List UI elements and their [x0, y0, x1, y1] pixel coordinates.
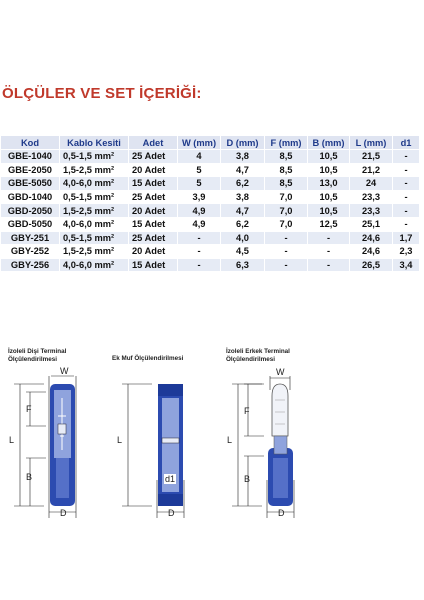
- cell-code: GBE-1040: [1, 150, 59, 163]
- table-cell: 4,0-6,0 mm²: [60, 177, 128, 190]
- table-cell: 13,0: [308, 177, 349, 190]
- header-b: B (mm): [308, 136, 349, 149]
- table-cell: 7,0: [265, 204, 307, 217]
- table-row: [1, 232, 419, 245]
- cell-code: GBD-1040: [1, 191, 59, 204]
- table-cell: 5: [178, 164, 220, 177]
- table-cell: 3,8: [221, 150, 264, 163]
- header-f: F (mm): [265, 136, 307, 149]
- table-header-row: [1, 136, 419, 149]
- butt-splice-drawing: [112, 340, 233, 520]
- male-terminal-label: İzoleli Erkek Terminal Ölçülendirilmesi: [226, 348, 290, 363]
- header-adet: Adet: [129, 136, 177, 149]
- header-kod: Kod: [1, 136, 59, 149]
- male-w-label: W: [276, 367, 285, 377]
- table-row: [1, 150, 419, 163]
- table-cell: 25 Adet: [129, 232, 177, 245]
- table-cell: 7,0: [265, 191, 307, 204]
- cell-code: GBE-2050: [1, 164, 59, 177]
- butt-d1-label: d1: [165, 474, 176, 484]
- butt-l-label: L: [117, 435, 123, 445]
- table-cell: -: [393, 150, 419, 163]
- table-cell: 21,5: [350, 150, 392, 163]
- table-cell: -: [178, 259, 220, 272]
- male-b-label: B: [244, 474, 251, 484]
- table-cell: 10,5: [308, 150, 349, 163]
- table-cell: 6,3: [221, 259, 264, 272]
- table-row: [1, 218, 419, 231]
- table-cell: -: [178, 245, 220, 258]
- table-cell: 0,5-1,5 mm²: [60, 232, 128, 245]
- table-cell: 25 Adet: [129, 191, 177, 204]
- table-cell: -: [265, 245, 307, 258]
- table-cell: 8,5: [265, 177, 307, 190]
- female-f-label: F: [26, 404, 32, 414]
- table-cell: 23,3: [350, 204, 392, 217]
- table-cell: 4,5: [221, 245, 264, 258]
- table-cell: 20 Adet: [129, 164, 177, 177]
- table-cell: 3,8: [221, 191, 264, 204]
- female-terminal-label: İzoleli Dişi Terminal Ölçülendirilmesi: [8, 348, 67, 363]
- female-d-label: D: [60, 508, 67, 518]
- header-d: D (mm): [221, 136, 264, 149]
- header-d1: d1: [393, 136, 419, 149]
- cell-code: GBD-5050: [1, 218, 59, 231]
- table-cell: 4,9: [178, 204, 220, 217]
- table-row: [1, 164, 419, 177]
- table-cell: -: [308, 259, 349, 272]
- table-cell: 1,7: [393, 232, 419, 245]
- table-cell: 25,1: [350, 218, 392, 231]
- male-f-label: F: [244, 406, 250, 416]
- table-cell: 7,0: [265, 218, 307, 231]
- table-cell: 10,5: [308, 164, 349, 177]
- table-row: [1, 204, 419, 217]
- table-cell: -: [393, 191, 419, 204]
- table-cell: 2,3: [393, 245, 419, 258]
- table-cell: 6,2: [221, 218, 264, 231]
- table-cell: 8,5: [265, 150, 307, 163]
- cell-code: GBE-5050: [1, 177, 59, 190]
- table-cell: 0,5-1,5 mm²: [60, 191, 128, 204]
- table-cell: 25 Adet: [129, 150, 177, 163]
- female-w-label: W: [60, 366, 69, 376]
- header-l: L (mm): [350, 136, 392, 149]
- male-d-label: D: [278, 508, 285, 518]
- table-cell: 3,4: [393, 259, 419, 272]
- table-cell: 15 Adet: [129, 177, 177, 190]
- table-cell: 3,9: [178, 191, 220, 204]
- table-cell: -: [393, 204, 419, 217]
- table-row: [1, 245, 419, 258]
- cell-code: GBY-252: [1, 245, 59, 258]
- table-cell: -: [265, 232, 307, 245]
- table-cell: 15 Adet: [129, 218, 177, 231]
- table-cell: -: [393, 177, 419, 190]
- table-cell: 24: [350, 177, 392, 190]
- table-cell: 4,7: [221, 204, 264, 217]
- table-cell: 24,6: [350, 232, 392, 245]
- female-terminal-diagram: [4, 340, 122, 520]
- butt-d-label: D: [168, 508, 175, 518]
- female-l-label: L: [9, 435, 15, 445]
- table-cell: 23,3: [350, 191, 392, 204]
- table-cell: -: [308, 232, 349, 245]
- table-cell: 4,0: [221, 232, 264, 245]
- table-cell: 4,9: [178, 218, 220, 231]
- male-terminal-diagram: [222, 340, 340, 520]
- table-cell: 15 Adet: [129, 259, 177, 272]
- table-cell: 4,7: [221, 164, 264, 177]
- table-cell: 21,2: [350, 164, 392, 177]
- table-cell: 1,5-2,5 mm²: [60, 164, 128, 177]
- table-cell: -: [393, 164, 419, 177]
- female-b-label: B: [26, 472, 33, 482]
- table-cell: -: [178, 232, 220, 245]
- specs-table: [0, 135, 420, 272]
- table-row: [1, 191, 419, 204]
- table-cell: 4,0-6,0 mm²: [60, 259, 128, 272]
- table-cell: 5: [178, 177, 220, 190]
- table-cell: 24,6: [350, 245, 392, 258]
- table-cell: 20 Adet: [129, 204, 177, 217]
- table-cell: 4,0-6,0 mm²: [60, 218, 128, 231]
- section-title: ÖLÇÜLER VE SET İÇERİĞİ:: [2, 85, 202, 102]
- table-row: [1, 259, 419, 272]
- table-cell: -: [393, 218, 419, 231]
- table-cell: 20 Adet: [129, 245, 177, 258]
- table-cell: 10,5: [308, 204, 349, 217]
- table-cell: 4: [178, 150, 220, 163]
- table-cell: 0,5-1,5 mm²: [60, 150, 128, 163]
- male-l-label: L: [227, 435, 233, 445]
- table-cell: 1,5-2,5 mm²: [60, 204, 128, 217]
- table-cell: 6,2: [221, 177, 264, 190]
- table-cell: 8,5: [265, 164, 307, 177]
- table-row: [1, 177, 419, 190]
- butt-splice-diagram: [112, 340, 233, 520]
- table-cell: -: [265, 259, 307, 272]
- table-cell: 1,5-2,5 mm²: [60, 245, 128, 258]
- table-cell: 26,5: [350, 259, 392, 272]
- butt-splice-label: Ek Muf Ölçülendirilmesi: [112, 355, 184, 362]
- cell-code: GBD-2050: [1, 204, 59, 217]
- header-w: W (mm): [178, 136, 220, 149]
- header-kablo-kesiti: Kablo Kesiti: [60, 136, 128, 149]
- table-cell: 12,5: [308, 218, 349, 231]
- table-cell: -: [308, 245, 349, 258]
- cell-code: GBY-251: [1, 232, 59, 245]
- cell-code: GBY-256: [1, 259, 59, 272]
- table-cell: 10,5: [308, 191, 349, 204]
